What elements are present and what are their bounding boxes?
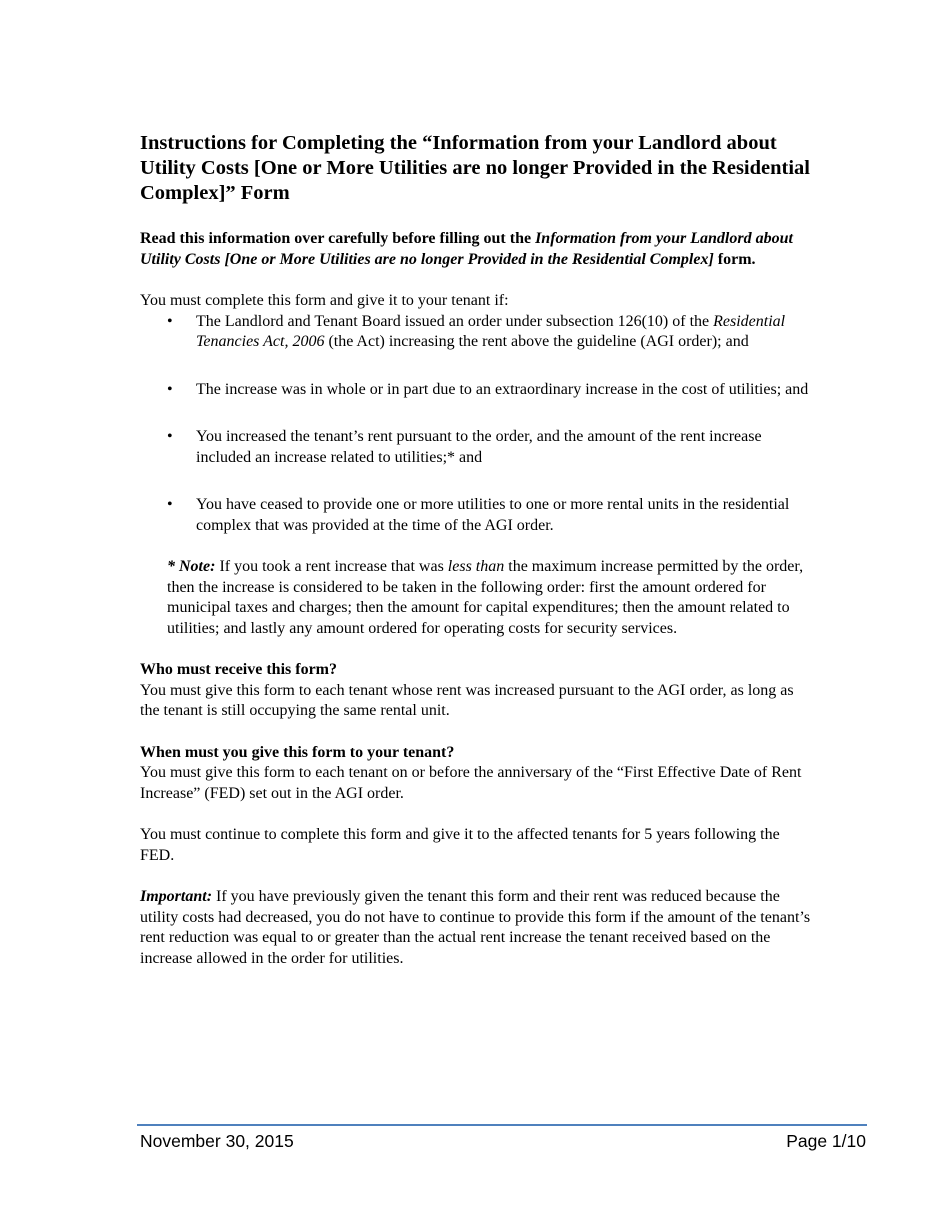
list-item xyxy=(140,495,812,536)
bullet-marker: • xyxy=(167,496,173,513)
continue-paragraph: You must continue to complete this form and give it to the affected tenants for 5 years following the FED. xyxy=(140,826,780,864)
page-number: Page 1/10 xyxy=(786,1131,866,1151)
bullet-text: You have ceased to provide one or more utilities to one or more rental units in the residential complex that was provided at the time of the AGI order. xyxy=(196,496,790,534)
important-paragraph xyxy=(140,887,812,969)
bullet-marker: • xyxy=(167,428,173,445)
act-name: Residential Tenancies Act, 2006 xyxy=(196,312,786,350)
footer-rule xyxy=(137,1124,867,1126)
note-paragraph xyxy=(167,557,812,639)
intro-form-name: Information from your Landlord about Utility Costs [One or More Utilities are no longer Provided in the Residential Complex] xyxy=(140,230,793,268)
intro-text-after: form. xyxy=(713,250,756,268)
who-heading: Who must receive this form? xyxy=(140,661,337,678)
intro-text-before: Read this information over carefully before filling out the xyxy=(140,230,536,247)
bullet-text: You increased the tenant’s rent pursuant to the order, and the amount of the rent increase included an increase related to utilities;* and xyxy=(196,428,762,466)
intro-paragraph xyxy=(140,229,812,270)
bullet-text-end: (the Act) increasing the rent above the guideline (AGI order); and xyxy=(324,333,749,350)
bullet-marker: • xyxy=(167,380,173,398)
document-body xyxy=(140,131,812,969)
important-text: If you have previously given the tenant this form and their rent was reduced because the utility costs had decreased, you do not have to continue to provide this form if the amount of the tenant’s rent reduction was equal to or greater than the actual rent increase the tenant received based on the increase allowed in the order for utilities. xyxy=(140,888,811,967)
who-text: You must give this form to each tenant whose rent was increased pursuant to the AGI order, as long as the tenant is still occupying the same rental unit. xyxy=(140,681,794,719)
note-emphasis: less than xyxy=(447,558,505,575)
note-text-2: the maximum increase permitted by the order, then the increase is considered to be taken in the following order: first the amount ordered for municipal taxes and charges; then the amount for capital expenditures; then the amount related to utilities; and lastly any amount ordered for operating costs for security services. xyxy=(167,558,804,637)
when-text: You must give this form to each tenant on or before the anniversary of the “First Effective Date of Rent Increase” (FED) set out in the AGI order. xyxy=(140,764,802,802)
note-text-1: If you took a rent increase that was xyxy=(215,558,448,575)
footer-date: November 30, 2015 xyxy=(140,1131,294,1151)
list-item xyxy=(140,380,812,401)
bullet-marker: • xyxy=(167,312,173,330)
lead-paragraph: You must complete this form and give it to your tenant if: xyxy=(140,292,509,309)
bullet-text: The Landlord and Tenant Board issued an order under subsection 126(10) of the xyxy=(196,312,714,330)
when-heading: When must you give this form to your tenant? xyxy=(140,743,455,761)
bullet-text: The increase was in whole or in part due to an extraordinary increase in the cost of utilities; and xyxy=(196,380,809,398)
list-item xyxy=(140,312,812,353)
important-label: Important: xyxy=(140,888,213,905)
note-label: * Note: xyxy=(167,558,216,575)
conditions-list xyxy=(140,312,812,537)
list-item xyxy=(140,427,812,468)
document-title: Instructions for Completing the “Information from your Landlord about Utility Costs [One or More Utilities are no longer Provided in the Residential Complex]” Form xyxy=(140,132,810,204)
